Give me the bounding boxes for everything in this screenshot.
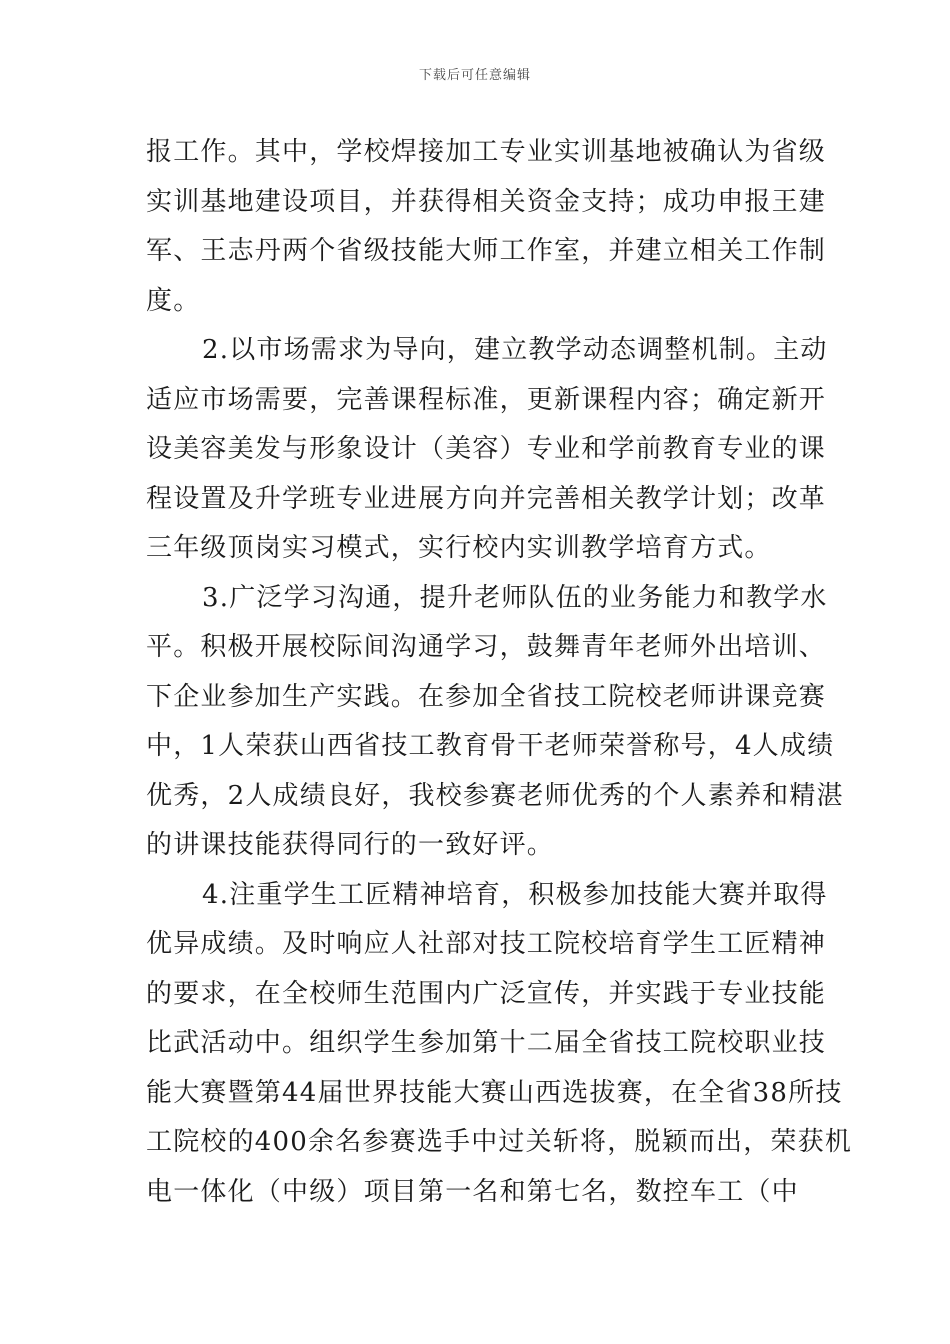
text-line: 度。	[146, 285, 201, 316]
text-line: 电一体化（中级）项目第一名和第七名，数控车工（中	[146, 1176, 799, 1207]
text-line: 工院校的400余名参赛选手中过关斩将，脱颖而出，荣获机	[146, 1127, 853, 1157]
download-note: 下载后可任意编辑	[418, 68, 531, 83]
text-line: 设美容美发与形象设计（美容）专业和学前教育专业的课	[146, 434, 827, 464]
text-line: 比武活动中。组织学生参加第十二届全省技工院校职业技	[146, 1028, 827, 1058]
text-line: 优秀，2人成绩良好，我校参赛老师优秀的个人素养和精湛	[146, 780, 844, 811]
text-line: 3.广泛学习沟通，提升老师队伍的业务能力和教学水	[202, 582, 828, 613]
text-line: 下企业参加生产实践。在参加全省技工院校老师讲课竞赛	[146, 681, 827, 712]
text-line: 军、王志丹两个省级技能大师工作室，并建立相关工作制	[146, 236, 827, 266]
text-line: 实训基地建设项目，并获得相关资金支持；成功申报王建	[146, 186, 827, 217]
text-line: 三年级顶岗实习模式，实行校内实训教学培育方式。	[146, 533, 772, 563]
text-line: 2.以市场需求为导向，建立教学动态调整机制。主动	[202, 335, 828, 365]
text-line: 平。积极开展校际间沟通学习，鼓舞青年老师外出培训、	[146, 632, 827, 662]
text-line: 4.注重学生工匠精神培育，积极参加技能大赛并取得	[202, 879, 828, 910]
text-line: 能大赛暨第44届世界技能大赛山西选拔赛，在全省38所技	[146, 1077, 843, 1108]
text-line: 中，1人荣获山西省技工教育骨干老师荣誉称号，4人成绩	[146, 731, 835, 761]
text-line: 适应市场需要，完善课程标准，更新课程内容；确定新开	[146, 384, 827, 415]
text-line: 的讲课技能获得同行的一致好评。	[146, 830, 555, 860]
text-line: 优异成绩。及时响应人社部对技工院校培育学生工匠精神	[146, 929, 827, 959]
text-line: 的要求，在全校师生范围内广泛宣传，并实践于专业技能	[146, 978, 827, 1009]
document-body	[146, 128, 853, 1217]
text-line: 程设置及升学班专业进展方向并完善相关教学计划；改革	[146, 483, 827, 514]
text-line: 报工作。其中，学校焊接加工专业实训基地被确认为省级	[146, 137, 827, 167]
